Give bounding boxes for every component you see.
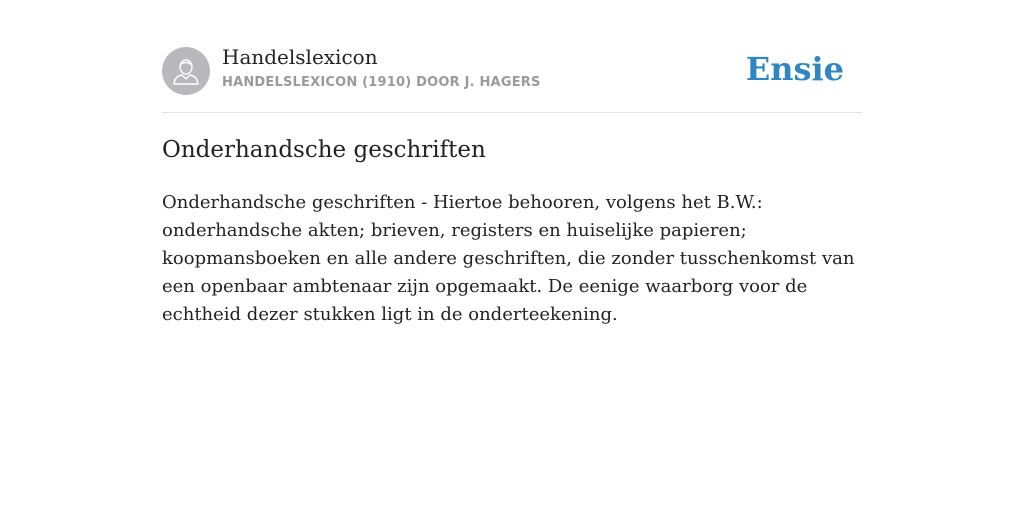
entry-title: Onderhandsche geschriften	[162, 137, 486, 163]
source-subtitle: HANDELSLEXICON (1910) DOOR J. HAGERS	[222, 75, 541, 90]
source-header	[162, 0, 862, 113]
source-title[interactable]: Handelslexicon	[222, 45, 378, 69]
entry-card	[162, 0, 862, 325]
entry-body: Onderhandsche geschriften - Hiertoe behooren, volgens het B.W.: onderhandsche akten; brieven, registers en huiselijke papieren; koopmansboeken en alle andere geschriften, die zonder tusschenkomst van een openbaar ambtenaar zijn opgemaakt. De eenige waarborg voor de echtheid dezer stukken ligt in de onderteekening.	[162, 192, 855, 325]
source-avatar[interactable]	[162, 47, 210, 95]
user-silhouette-icon	[171, 56, 201, 86]
ensie-logo[interactable]: Ensie	[745, 50, 844, 88]
